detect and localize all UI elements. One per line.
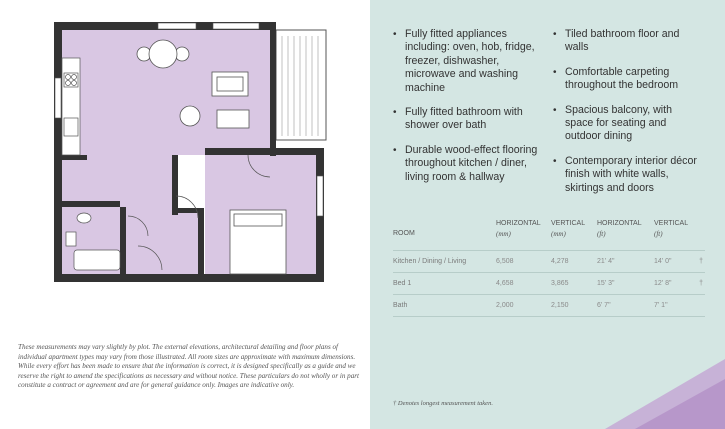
basin [66,232,76,246]
sink [64,118,78,136]
table-row: Kitchen / Dining / Living 6,508 4,278 21' 4" 14' 0" † [393,250,705,272]
header-horizontal-mm: HORIZONTAL (mm) [496,220,541,238]
feature-item: • Fully fitted bathroom with shower over bath [393,106,523,132]
footnote: † Denotes longest measurement taken. [393,400,493,407]
header-vertical-mm: VERTICAL (mm) [551,220,586,238]
feature-item: • Comfortable carpeting throughout the bedroom [553,65,679,92]
longest-measurement-mark: † [692,272,705,294]
hallway-floor [62,155,172,207]
lounge-chair [180,106,200,126]
feature-item: • Contemporary interior décor finish with white walls, skirtings and doors [553,154,697,194]
kitchen-counter [62,58,80,155]
longest-measurement-mark: † [692,250,705,272]
table-row: Bed 1 4,658 3,865 15' 3" 12' 8" † [393,272,705,294]
balcony [276,30,326,140]
header-room: ROOM [393,230,415,237]
dining-table [149,40,177,68]
table-header-row [393,220,705,250]
disclaimer-text: These measurements may vary slightly by plot. The external elevations, architectural detailing and floor plans of individual apartment types may vary from those illustrated. All room sizes are approximate with maximum dimensions. While every effort has been made to ensure that the information is correct, it is designed specifically as a guide and we reserve the right to amend the specifications as necessary and without notice. These particulars do not wholly or in part constitute a contract or agreement and are for general guidance only. Images are indicative only. [18,343,359,390]
feature-item: • Spacious balcony, with space for seating and outdoor dining [553,103,672,143]
feature-item: • Durable wood-effect flooring throughout kitchen / diner, living room & hallway [393,143,538,183]
floor-plan-drawing [50,18,335,286]
feature-list-left [393,28,543,195]
coffee-table [217,110,249,128]
feature-list-right [553,28,703,206]
feature-item: • Fully fitted appliances including: oven, hob, fridge, freezer, dishwasher, microwave and washing machine [393,28,535,94]
header-vertical-ft: VERTICAL (ft) [654,220,689,238]
room-dimensions-table [393,220,705,317]
accent-shape [605,359,725,429]
bathtub [74,250,120,270]
toilet [77,213,91,223]
lobby-floor [126,207,172,274]
feature-item: • Tiled bathroom floor and walls [553,28,680,54]
table-row: Bath 2,000 2,150 6' 7" 7' 1" [393,294,705,316]
header-horizontal-ft: HORIZONTAL (ft) [597,220,642,238]
